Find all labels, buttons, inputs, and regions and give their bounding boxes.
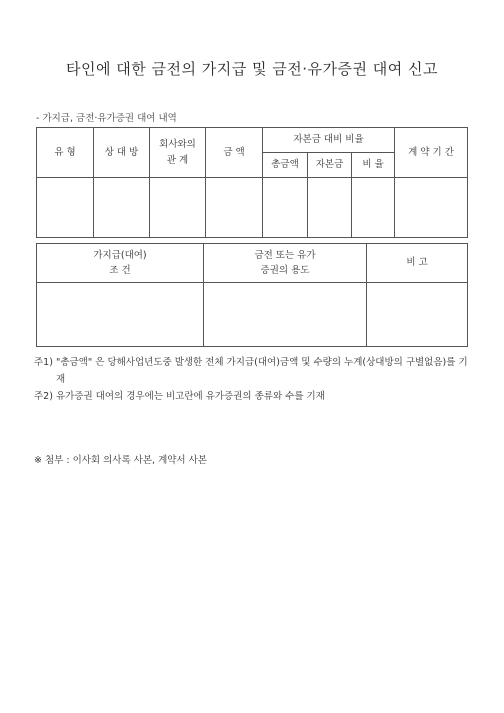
header-relation-line1: 회사와의 [159, 139, 196, 151]
cell-use[interactable] [204, 283, 367, 347]
header-relation [150, 128, 206, 178]
footnote-1-text: "총금액" 은 당해사업년도중 발생한 전체 가지급(대여)금액 및 수량의 누계(상대방의 구별없음)를 기재 [55, 357, 468, 385]
header-total-amount: 총금액 [263, 153, 308, 178]
header-relation-line2: 관 계 [166, 154, 189, 166]
cell-capital[interactable] [308, 178, 352, 238]
header-terms-line2: 조 건 [109, 265, 131, 276]
header-counterparty: 상 대 방 [94, 128, 150, 178]
footnote-2-text: 유가증권 대여의 경우에는 비고란에 유가증권의 종류와 수를 기재 [55, 391, 325, 402]
header-period: 계 약 기 간 [395, 128, 468, 178]
header-capital: 자본금 [308, 153, 352, 178]
header-terms [37, 244, 204, 283]
loan-details-table [36, 127, 468, 238]
cell-relation[interactable] [150, 178, 206, 238]
header-remarks: 비 고 [367, 244, 468, 283]
header-terms-line1: 가지급(대여) [93, 249, 147, 261]
cell-total-amount[interactable] [263, 178, 308, 238]
footnote-2-prefix: 주2) [34, 391, 56, 402]
footnotes [34, 354, 474, 405]
attachment-note: ※ 첨부 : 이사회 의사록 사본, 계약서 사본 [34, 455, 207, 466]
cell-type[interactable] [37, 178, 94, 238]
header-use-line2: 증권의 용도 [260, 265, 310, 276]
header-use [204, 244, 367, 283]
cell-amount[interactable] [206, 178, 263, 238]
header-equity-ratio: 자본금 대비 비율 [263, 128, 395, 153]
cell-ratio[interactable] [352, 178, 395, 238]
loan-terms-table [36, 243, 468, 347]
footnote-1 [34, 354, 474, 388]
section-label: - 가지급, 금전·유가증권 대여 내역 [36, 113, 177, 124]
table-row [37, 178, 468, 238]
footnote-2 [34, 388, 474, 405]
header-use-line1: 금전 또는 유가 [254, 249, 316, 261]
footnote-1-prefix: 주1) [34, 357, 56, 368]
document-title: 타인에 대한 금전의 가지급 및 금전·유가증권 대여 신고 [66, 60, 438, 78]
cell-period[interactable] [395, 178, 468, 238]
table-row [37, 283, 468, 347]
header-amount: 금 액 [206, 128, 263, 178]
cell-terms[interactable] [37, 283, 204, 347]
header-type: 유 형 [37, 128, 94, 178]
header-ratio: 비 율 [352, 153, 395, 178]
cell-counterparty[interactable] [94, 178, 150, 238]
cell-remarks[interactable] [367, 283, 468, 347]
